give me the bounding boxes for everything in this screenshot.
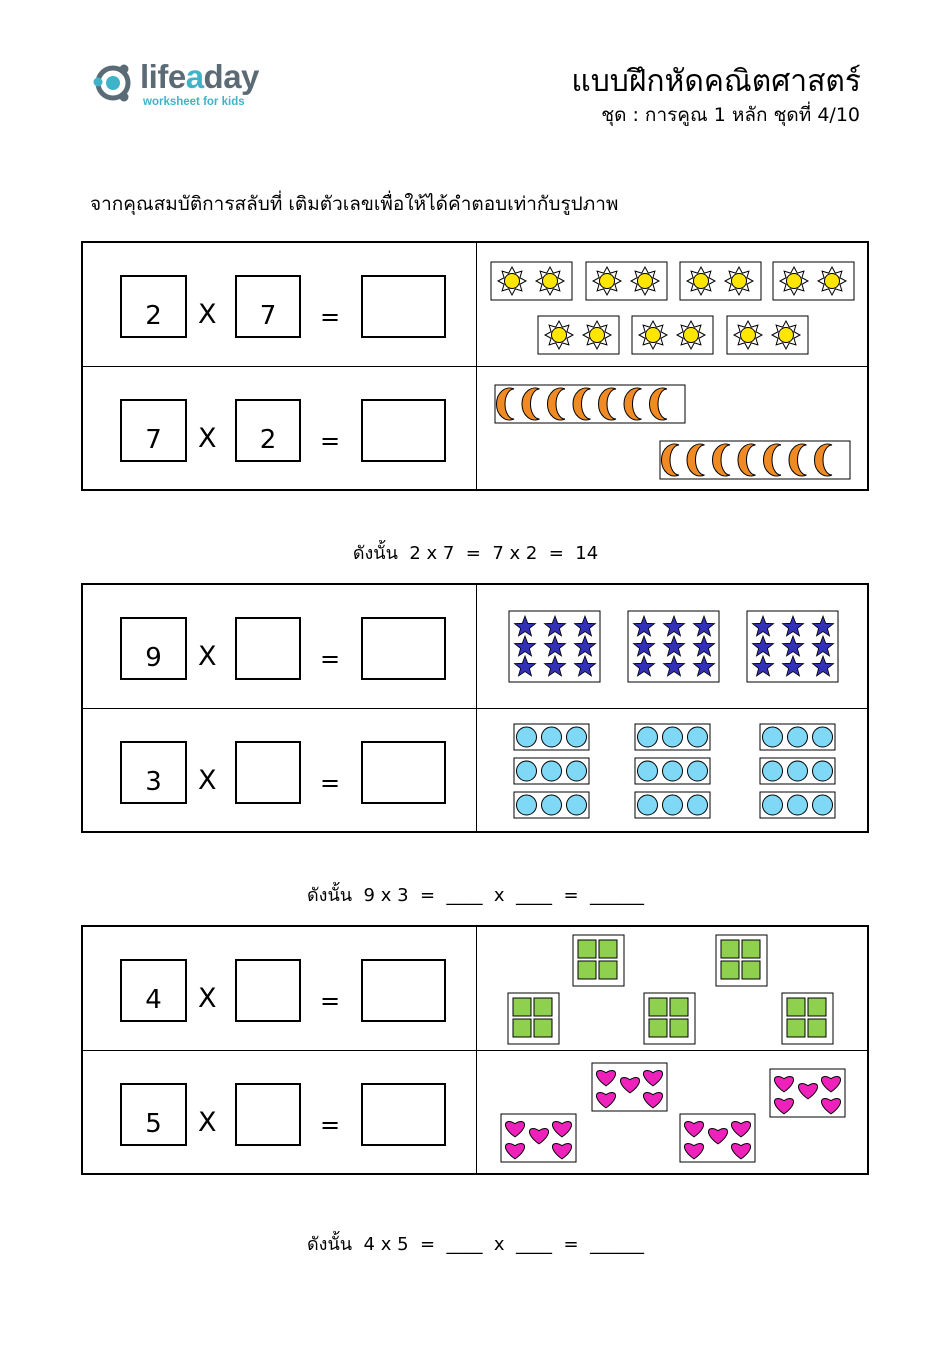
equation-row (83, 585, 476, 708)
multiply-sign: X (198, 1107, 217, 1138)
molecule-logo-icon (90, 60, 136, 106)
circle-icon (763, 795, 783, 815)
exercise-section-2 (81, 583, 869, 833)
circle-icon (517, 761, 537, 781)
heart-groups-picture (477, 1051, 869, 1174)
factor-b-box[interactable] (235, 617, 301, 680)
square-icon (742, 940, 760, 958)
square-icon (787, 1019, 805, 1037)
exercise-section-1 (81, 241, 869, 491)
multiply-sign: X (198, 299, 217, 330)
square-icon (721, 961, 739, 979)
circle-icon (663, 761, 683, 781)
equals-sign: = (320, 645, 341, 673)
sun-icon (545, 321, 573, 349)
multiply-sign: X (198, 765, 217, 796)
square-icon (649, 1019, 667, 1037)
multiply-sign: X (198, 641, 217, 672)
circle-icon (663, 795, 683, 815)
sun-icon (725, 267, 753, 295)
square-icon (808, 1019, 826, 1037)
circle-icon (663, 727, 683, 747)
square-icon (721, 940, 739, 958)
circle-groups-picture (477, 709, 869, 832)
square-icon (787, 998, 805, 1016)
factor-b-box[interactable]: 7 (235, 275, 301, 338)
sun-icon (631, 267, 659, 295)
circle-icon (813, 727, 833, 747)
sun-groups-picture (477, 243, 869, 366)
circle-icon (542, 761, 562, 781)
circle-icon (517, 727, 537, 747)
sun-icon (536, 267, 564, 295)
circle-icon (688, 795, 708, 815)
circle-icon (813, 761, 833, 781)
equals-sign: = (320, 1111, 341, 1139)
factor-b-box[interactable] (235, 959, 301, 1022)
factor-a-box: 4 (120, 959, 187, 1022)
circle-icon (517, 795, 537, 815)
sun-icon (639, 321, 667, 349)
equals-sign: = (320, 769, 341, 797)
factor-b-box[interactable] (235, 741, 301, 804)
answer-box[interactable] (361, 959, 446, 1022)
square-groups-picture (477, 927, 869, 1050)
equals-sign: = (320, 987, 341, 1015)
equation-row (83, 1051, 476, 1174)
factor-a-box: 9 (120, 617, 187, 680)
sun-icon (498, 267, 526, 295)
instruction-text: จากคุณสมบัติการสลับที่ เติมตัวเลขเพื่อให้ได้คำตอบเท่ากับรูปภาพ (90, 193, 619, 215)
answer-box[interactable] (361, 399, 446, 462)
circle-icon (567, 795, 587, 815)
factor-b-box[interactable]: 2 (235, 399, 301, 462)
star-groups-picture (477, 585, 869, 708)
equation-row (83, 367, 476, 490)
square-icon (534, 998, 552, 1016)
answer-box[interactable] (361, 275, 446, 338)
summary-line-2: ดังนั้น 9 x 3 = ____ x ____ = ______ (306, 885, 644, 906)
sun-icon (677, 321, 705, 349)
circle-icon (813, 795, 833, 815)
square-icon (808, 998, 826, 1016)
equation-row (83, 927, 476, 1050)
factor-a-box: 7 (120, 399, 187, 462)
circle-icon (638, 727, 658, 747)
factor-a-box: 5 (120, 1083, 187, 1146)
square-icon (742, 961, 760, 979)
square-icon (534, 1019, 552, 1037)
circle-icon (788, 795, 808, 815)
sun-icon (772, 321, 800, 349)
sun-icon (818, 267, 846, 295)
equation-row (83, 709, 476, 832)
exercise-section-3 (81, 925, 869, 1175)
equation-row (83, 243, 476, 366)
sun-icon (583, 321, 611, 349)
circle-icon (542, 795, 562, 815)
answer-box[interactable] (361, 617, 446, 680)
summary-line-3: ดังนั้น 4 x 5 = ____ x ____ = ______ (306, 1234, 644, 1255)
sun-icon (687, 267, 715, 295)
lifeaday-logo (90, 58, 290, 118)
sun-icon (734, 321, 762, 349)
square-icon (649, 998, 667, 1016)
sun-icon (780, 267, 808, 295)
circle-icon (567, 727, 587, 747)
worksheet-subtitle: ชุด : การคูณ 1 หลัก ชุดที่ 4/10 (601, 104, 860, 126)
multiply-sign: X (198, 423, 217, 454)
circle-icon (638, 795, 658, 815)
square-icon (578, 961, 596, 979)
circle-icon (788, 727, 808, 747)
square-icon (599, 940, 617, 958)
worksheet-title: แบบฝึกหัดคณิตศาสตร์ (571, 64, 861, 99)
moon-groups-picture (477, 367, 869, 490)
circle-icon (763, 761, 783, 781)
circle-icon (542, 727, 562, 747)
square-icon (578, 940, 596, 958)
summary-line-1: ดังนั้น 2 x 7 = 7 x 2 = 14 (352, 543, 599, 564)
answer-box[interactable] (361, 1083, 446, 1146)
factor-a-box: 2 (120, 275, 187, 338)
square-icon (599, 961, 617, 979)
square-icon (513, 998, 531, 1016)
circle-icon (763, 727, 783, 747)
answer-box[interactable] (361, 741, 446, 804)
logo-name: lifeaday (140, 58, 259, 95)
sun-icon (593, 267, 621, 295)
circle-icon (688, 761, 708, 781)
square-icon (513, 1019, 531, 1037)
square-icon (670, 1019, 688, 1037)
square-icon (670, 998, 688, 1016)
circle-icon (788, 761, 808, 781)
circle-icon (638, 761, 658, 781)
circle-icon (567, 761, 587, 781)
circle-icon (688, 727, 708, 747)
factor-b-box[interactable] (235, 1083, 301, 1146)
multiply-sign: X (198, 983, 217, 1014)
factor-a-box: 3 (120, 741, 187, 804)
equals-sign: = (320, 303, 341, 331)
equals-sign: = (320, 427, 341, 455)
logo-tagline: worksheet for kids (143, 96, 245, 108)
